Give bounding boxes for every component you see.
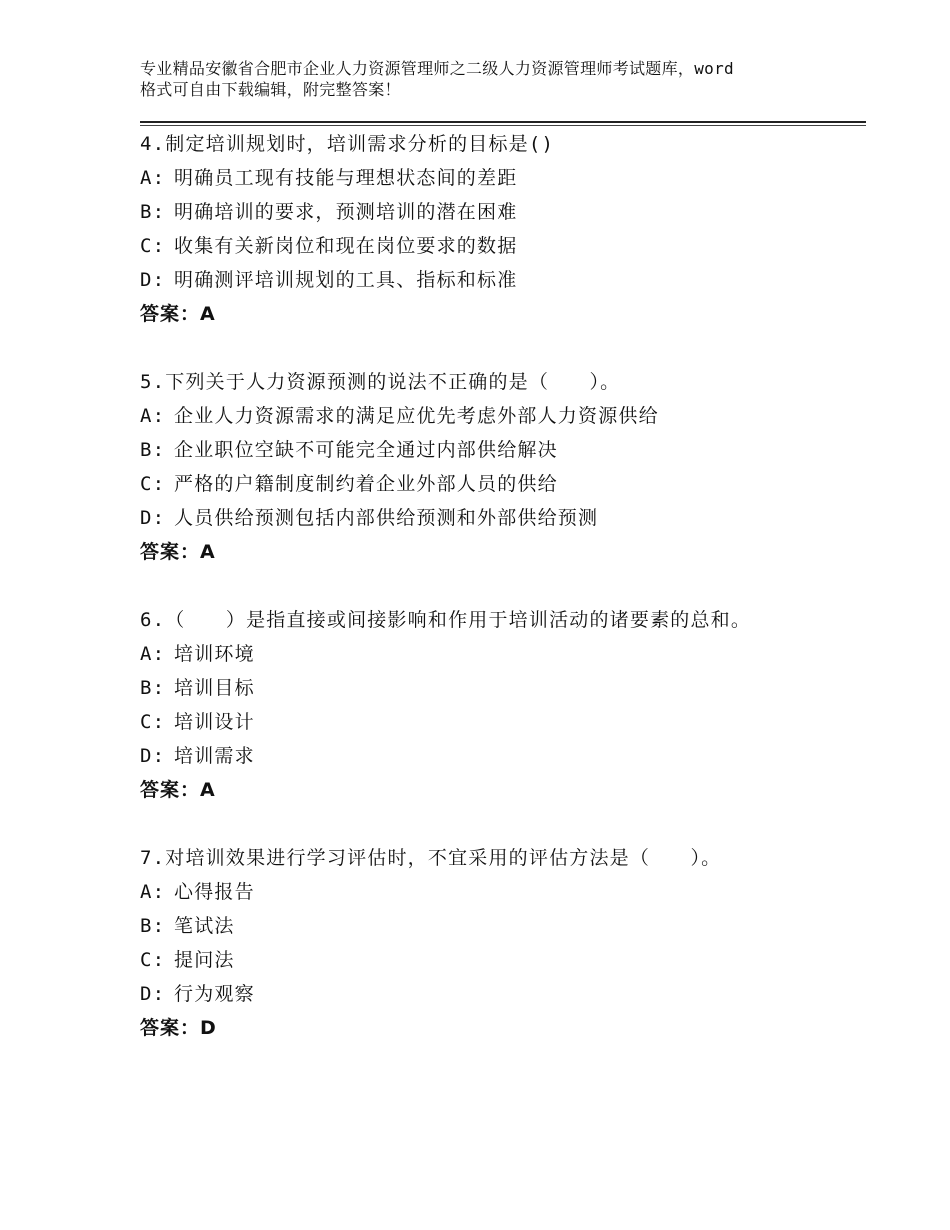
option-d [140,977,860,1011]
option-text: 培训环境 [174,643,255,665]
option-d [140,263,860,297]
option-letter: B: [140,439,166,461]
option-text: 明确员工现有技能与理想状态间的差距 [174,167,518,189]
answer-text: 答案：A [140,541,216,563]
question-7 [140,841,860,1045]
option-b [140,671,860,705]
option-letter: C: [140,473,166,495]
option-a [140,399,860,433]
option-c [140,705,860,739]
option-letter: A: [140,643,166,665]
option-text: 严格的户籍制度制约着企业外部人员的供给 [174,473,558,495]
option-text: 笔试法 [174,915,235,937]
option-text: 明确测评培训规划的工具、指标和标准 [174,269,518,291]
header-divider-thin [140,125,866,126]
option-letter: A: [140,167,166,189]
option-text: 企业人力资源需求的满足应优先考虑外部人力资源供给 [174,405,659,427]
question-4 [140,127,860,331]
question-list [140,127,860,1079]
answer-text: 答案：D [140,1017,217,1039]
option-text: 收集有关新岗位和现在岗位要求的数据 [174,235,518,257]
option-letter: A: [140,405,166,427]
option-text: 培训需求 [174,745,255,767]
option-a [140,637,860,671]
option-a [140,161,860,195]
option-b [140,433,860,467]
option-text: 企业职位空缺不可能完全通过内部供给解决 [174,439,558,461]
option-text: 心得报告 [174,881,255,903]
option-c [140,943,860,977]
question-stem: 7.对培训效果进行学习评估时，不宜采用的评估方法是（ ）。 [140,847,722,869]
option-letter: D: [140,507,166,529]
header-line-1: 专业精品安徽省合肥市企业人力资源管理师之二级人力资源管理师考试题库，word [140,59,734,78]
option-letter: C: [140,949,166,971]
option-letter: D: [140,983,166,1005]
option-letter: C: [140,711,166,733]
option-b [140,195,860,229]
option-b [140,909,860,943]
option-d [140,739,860,773]
question-stem: 4.制定培训规划时，培训需求分析的目标是() [140,133,555,155]
question-stem: 5.下列关于人力资源预测的说法不正确的是（ ）。 [140,371,621,393]
answer-text: 答案：A [140,303,216,325]
question-6 [140,603,860,807]
option-text: 提问法 [174,949,235,971]
option-letter: B: [140,915,166,937]
header-divider-thick [140,121,866,123]
option-c [140,467,860,501]
option-c [140,229,860,263]
option-letter: D: [140,745,166,767]
document-header [140,58,830,100]
question-5 [140,365,860,569]
option-a [140,875,860,909]
option-letter: B: [140,201,166,223]
option-letter: C: [140,235,166,257]
header-line-2: 格式可自由下载编辑，附完整答案！ [140,80,401,99]
option-d [140,501,860,535]
answer-text: 答案：A [140,779,216,801]
option-text: 行为观察 [174,983,255,1005]
option-letter: B: [140,677,166,699]
option-letter: D: [140,269,166,291]
question-stem: 6.（ ）是指直接或间接影响和作用于培训活动的诸要素的总和。 [140,609,752,631]
option-text: 人员供给预测包括内部供给预测和外部供给预测 [174,507,599,529]
option-text: 培训设计 [174,711,255,733]
option-text: 培训目标 [174,677,255,699]
option-text: 明确培训的要求，预测培训的潜在困难 [174,201,518,223]
option-letter: A: [140,881,166,903]
